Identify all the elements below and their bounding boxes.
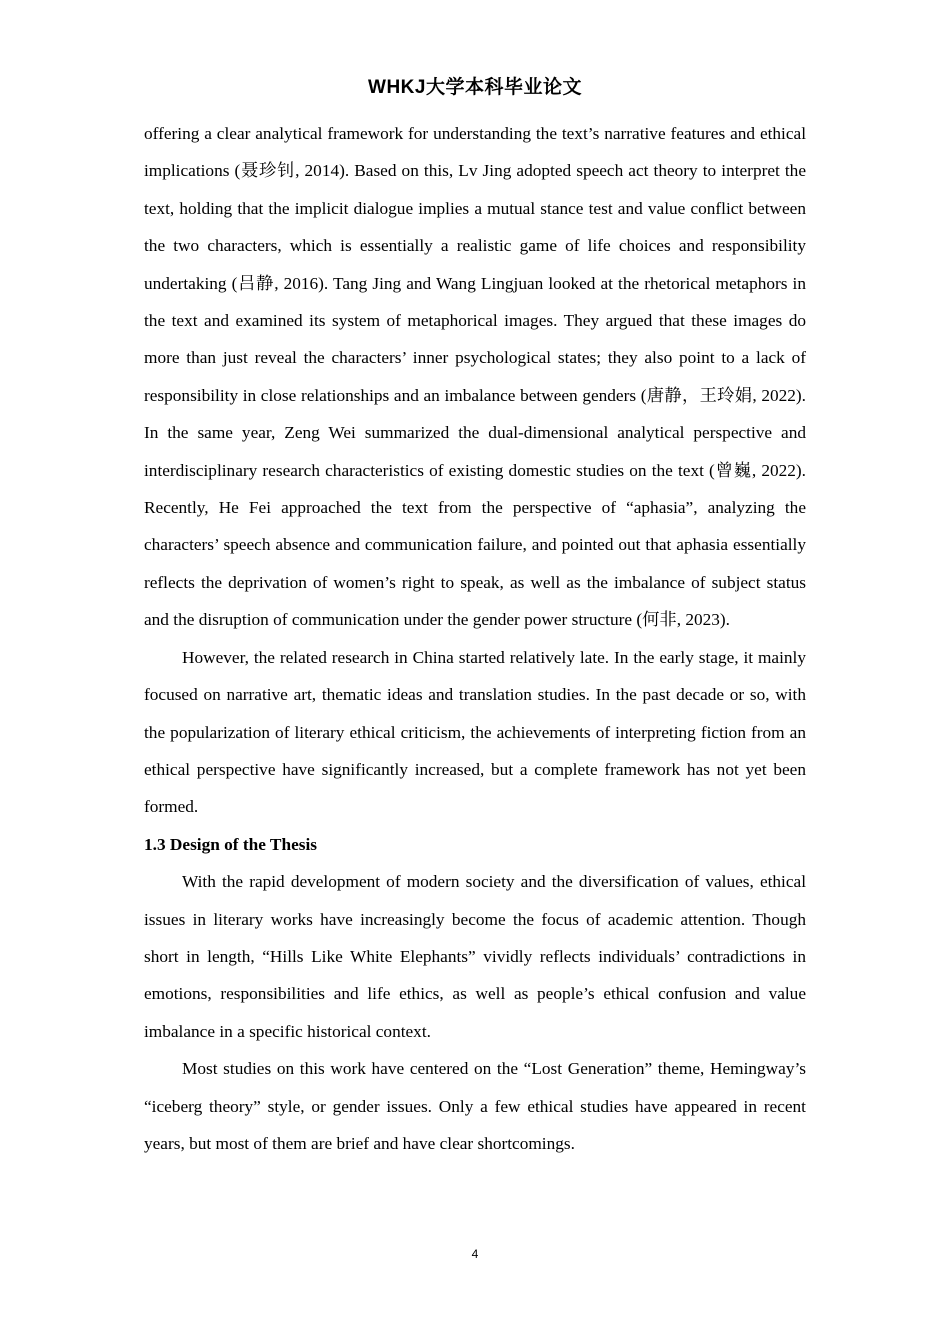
paragraph-modern-society: With the rapid development of modern society and the diversification of values, ethical issues in literary works have increasingly become the focus of academic attention. Though short in length, “Hills Like White Elephants” vividly reflects individuals’ contradictions in emotions, responsibilities and life ethics, as well as people’s ethical confusion and value imbalance in a specific historical context. <box>144 872 806 1041</box>
paragraph-research-in-china: However, the related research in China started relatively late. In the early stage, it mainly focused on narrative art, thematic ideas and translation studies. In the past decade or so, with the popularization of literary ethical criticism, the achievements of interpreting fiction from an ethical perspective have significantly increased, but a complete framework has not yet been formed. <box>144 647 806 817</box>
section-heading: 1.3 Design of the Thesis <box>144 834 317 854</box>
paragraph-continuation: offering a clear analytical framework for understanding the text’s narrative features and ethical implications (聂珍钊, 2014). Based on this, Lv Jing adopted speech act theory to interpret the text, holding that the implicit dialogue implies a mutual stance test and value conflict between the two characters, which is essentially a realistic game of life choices and responsibility undertaking (吕静, 2016). Tang Jing and Wang Lingjuan looked at the rhetorical metaphors in the text and examined its system of metaphorical images. They argued that these images do more than just reveal the characters’ inner psychological states; they also point to a lack of responsibility in close relationships and an imbalance between genders (唐静，王玲娟, 2022). In the same year, Zeng Wei summarized the dual-dimensional analytical perspective and interdisciplinary research characteristics of existing domestic studies on the text (曾巍, 2022). Recently, He Fei approached the text from the perspective of “aphasia”, analyzing the characters’ speech absence and communication failure, and pointed out that aphasia essentially reflects the deprivation of women’s right to speak, as well as the imbalance of subject status and the disruption of communication under the gender power structure (何非, 2023). <box>144 124 806 630</box>
running-header: WHKJ大学本科毕业论文 <box>368 77 582 98</box>
paragraph-previous-studies: Most studies on this work have centered on the “Lost Generation” theme, Hemingway’s “iceberg theory” style, or gender issues. Only a few ethical studies have appeared in recent years, but most of them are brief and have clear shortcomings. <box>144 1059 806 1153</box>
page-number: 4 <box>471 1247 479 1261</box>
body-text <box>144 115 806 1162</box>
